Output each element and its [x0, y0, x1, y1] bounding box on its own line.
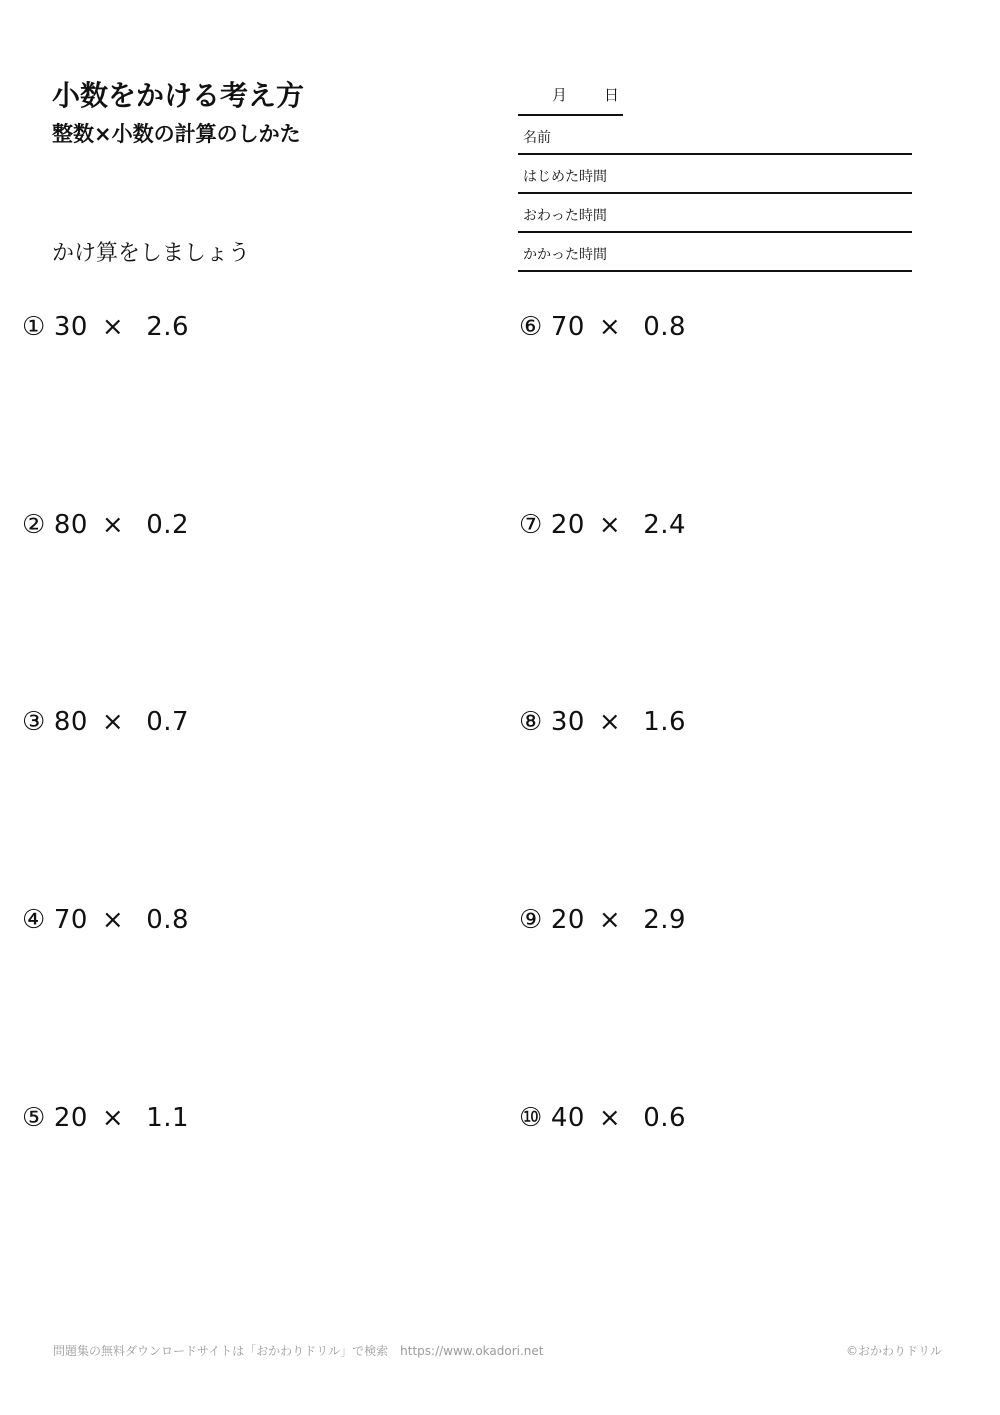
multiply-sign: ×: [101, 905, 125, 935]
multiply-sign: ×: [598, 905, 622, 935]
worksheet-title: 小数をかける考え方: [52, 79, 305, 112]
problem-multiplicand: 40: [550, 1103, 585, 1133]
problem-number: ⑦: [519, 510, 543, 540]
problem-multiplier: 1.6: [643, 707, 687, 737]
problem-multiplicand: 80: [53, 510, 88, 540]
problem-multiplier: 2.6: [146, 312, 190, 342]
problem-8: [519, 707, 686, 737]
day-label: 日: [604, 86, 620, 104]
name-field: [518, 116, 912, 155]
problem-3: [22, 707, 189, 737]
problem-number: ⑥: [519, 312, 543, 342]
multiply-sign: ×: [101, 510, 125, 540]
multiply-sign: ×: [598, 312, 622, 342]
start-time-field: [518, 155, 912, 194]
problem-multiplicand: 70: [550, 312, 585, 342]
problem-4: [22, 905, 189, 935]
multiply-sign: ×: [598, 510, 622, 540]
multiply-sign: ×: [101, 312, 125, 342]
start-time-label: はじめた時間: [523, 169, 607, 185]
multiply-sign: ×: [598, 707, 622, 737]
problem-number: ③: [22, 707, 46, 737]
end-time-label: おわった時間: [523, 208, 607, 224]
problem-multiplier: 2.9: [643, 905, 687, 935]
problem-5: [22, 1103, 189, 1133]
problem-1: [22, 312, 189, 342]
problem-number: ⑨: [519, 905, 543, 935]
elapsed-time-field: [518, 233, 912, 272]
problem-multiplier: 0.8: [643, 312, 687, 342]
problem-2: [22, 510, 189, 540]
problem-9: [519, 905, 686, 935]
problem-multiplicand: 80: [53, 707, 88, 737]
problem-number: ④: [22, 905, 46, 935]
problem-multiplicand: 20: [550, 510, 585, 540]
problem-multiplicand: 30: [550, 707, 585, 737]
problem-multiplicand: 20: [53, 1103, 88, 1133]
multiply-sign: ×: [598, 1103, 622, 1133]
problem-multiplier: 0.2: [146, 510, 190, 540]
problem-multiplier: 0.6: [643, 1103, 687, 1133]
footer-download-note: 問題集の無料ダウンロードサイトは「おかわりドリル」で検索 https://www.okadori.net: [53, 1344, 544, 1358]
problem-multiplier: 1.1: [146, 1103, 190, 1133]
problem-number: ②: [22, 510, 46, 540]
problem-multiplier: 0.8: [146, 905, 190, 935]
multiply-sign: ×: [101, 1103, 125, 1133]
problem-10: [519, 1103, 686, 1133]
month-label: 月: [552, 86, 568, 104]
end-time-field: [518, 194, 912, 233]
multiply-sign: ×: [101, 707, 125, 737]
problem-multiplier: 2.4: [643, 510, 687, 540]
problem-number: ⑤: [22, 1103, 46, 1133]
problem-multiplicand: 30: [53, 312, 88, 342]
problem-6: [519, 312, 686, 342]
problem-multiplicand: 70: [53, 905, 88, 935]
footer-copyright: ©おかわりドリル: [846, 1344, 943, 1358]
problem-7: [519, 510, 686, 540]
problem-number: ⑩: [519, 1103, 543, 1133]
problem-number: ⑧: [519, 707, 543, 737]
worksheet-subtitle: 整数×小数の計算のしかた: [52, 122, 301, 146]
instruction-text: かけ算をしましょう: [52, 241, 251, 266]
date-field: [518, 82, 623, 116]
problem-number: ①: [22, 312, 46, 342]
name-label: 名前: [523, 130, 551, 146]
problem-multiplicand: 20: [550, 905, 585, 935]
elapsed-time-label: かかった時間: [523, 247, 607, 263]
problem-multiplier: 0.7: [146, 707, 190, 737]
